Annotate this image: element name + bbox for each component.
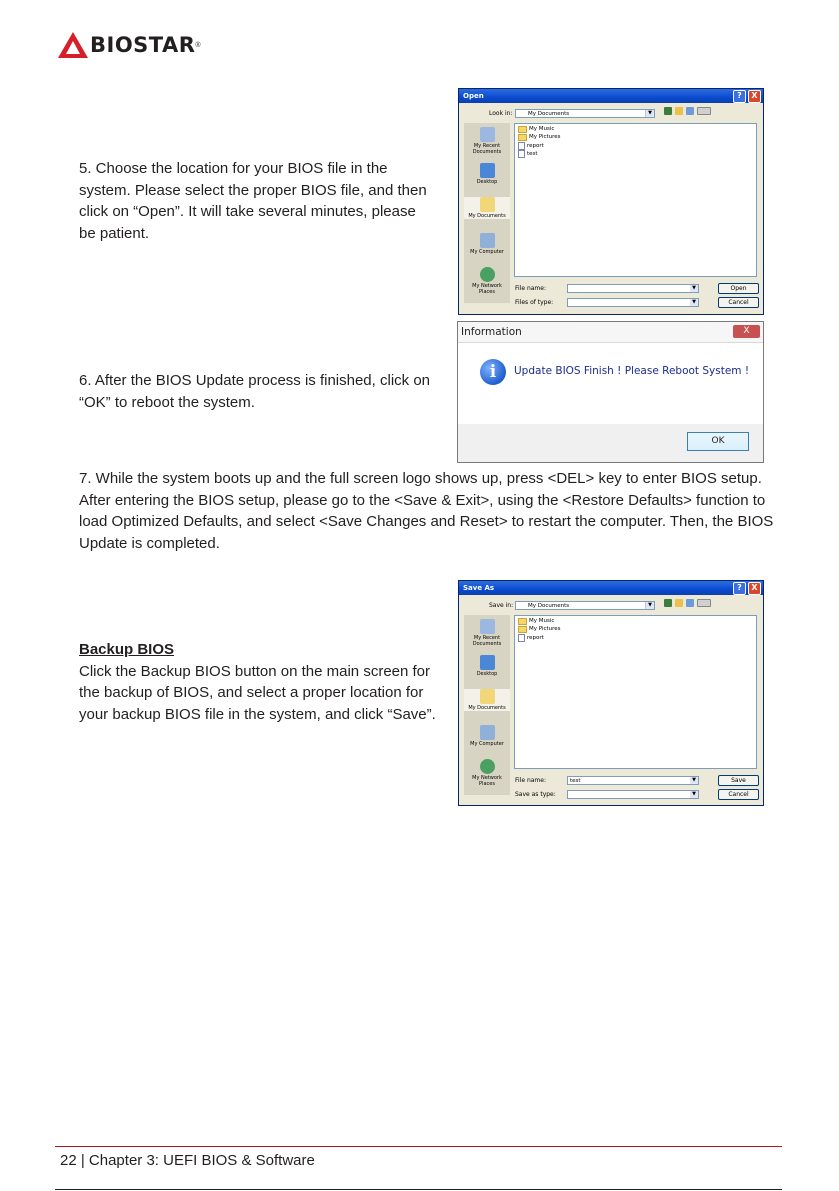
list-item[interactable] (518, 126, 554, 133)
open-dialog (458, 88, 764, 315)
step-7-text (79, 468, 779, 554)
save-button[interactable]: Save (718, 775, 759, 786)
up-folder-icon[interactable] (675, 599, 683, 607)
help-button[interactable]: ? (733, 582, 746, 595)
place-my-documents[interactable] (464, 689, 510, 711)
place-label: Desktop (476, 671, 498, 677)
file-label: report (527, 634, 544, 641)
file-label: My Pictures (529, 134, 561, 140)
footer-text: 22 | Chapter 3: UEFI BIOS & Software (60, 1152, 315, 1169)
file-label: My Music (529, 126, 555, 132)
back-icon[interactable] (664, 107, 672, 115)
close-button[interactable]: X (748, 90, 761, 103)
list-item[interactable] (518, 626, 561, 633)
file-label: My Music (529, 618, 555, 624)
place-my-network-places[interactable] (464, 759, 510, 787)
chevron-down-icon[interactable]: ▼ (645, 602, 654, 609)
place-my-documents[interactable] (464, 197, 510, 219)
step-7-line-1: 7. While the system boots up and the full screen logo shows up, press <DEL> key to enter BIOS setup. (79, 470, 762, 487)
close-button[interactable]: X (748, 582, 761, 595)
file-icon (518, 634, 525, 642)
biostar-emblem-icon (58, 32, 88, 58)
backup-bios-section (79, 639, 439, 725)
place-label: Desktop (476, 179, 498, 185)
file-name-label: File name: (515, 777, 546, 784)
backup-bios-title: Backup BIOS (79, 641, 175, 658)
open-dialog-title: Open (463, 92, 484, 100)
my-computer-icon (480, 725, 495, 740)
file-name-value: test (570, 778, 581, 784)
new-folder-icon[interactable] (686, 599, 694, 607)
my-documents-icon (480, 197, 495, 212)
look-in-label: Look in: (489, 110, 513, 117)
footer-rule (55, 1146, 782, 1147)
list-item[interactable] (518, 134, 561, 141)
file-list[interactable] (514, 615, 757, 769)
save-in-label: Save in: (489, 602, 514, 609)
place-label: My Recent Documents (472, 635, 502, 647)
chevron-down-icon[interactable]: ▼ (690, 299, 698, 306)
folder-icon (518, 126, 527, 133)
place-label: My Network Places (472, 283, 502, 295)
open-button[interactable]: Open (718, 283, 759, 294)
chevron-down-icon[interactable]: ▼ (690, 777, 698, 784)
folder-icon (518, 618, 527, 625)
place-label: My Computer (470, 249, 504, 255)
file-name-input[interactable] (567, 776, 699, 785)
back-icon[interactable] (664, 599, 672, 607)
network-places-icon (480, 759, 495, 774)
file-label: My Pictures (529, 626, 561, 632)
step-7-line-2: After entering the BIOS setup, please go to the <Save & Exit>, using the <Restore Defaults> function to load Optimized Defaults, and select <Save Changes and Reset> to restart the computer. Then, the BIOS Update is completed. (79, 491, 774, 552)
list-item[interactable] (518, 142, 544, 150)
views-menu-icon[interactable] (697, 599, 711, 607)
footer-bottom-rule (55, 1189, 782, 1190)
save-as-dialog-title: Save As (463, 584, 495, 592)
step-6-text: 6. After the BIOS Update process is finished, click on “OK” to reboot the system. (79, 372, 431, 411)
place-label: My Documents (468, 705, 506, 711)
place-label: My Network Places (472, 775, 502, 787)
desktop-icon (480, 163, 495, 178)
info-icon: i (480, 359, 506, 385)
file-icon (518, 150, 525, 158)
look-in-value: My Documents (528, 111, 570, 117)
save-as-dialog (458, 580, 764, 806)
list-item[interactable] (518, 618, 554, 625)
file-name-input[interactable] (567, 284, 699, 293)
file-label: report (527, 142, 544, 149)
place-my-recent-documents[interactable] (464, 127, 510, 155)
new-folder-icon[interactable] (686, 107, 694, 115)
biostar-logo (58, 30, 201, 60)
views-menu-icon[interactable] (697, 107, 711, 115)
place-label: My Documents (468, 213, 506, 219)
file-type-label: Files of type: (515, 299, 554, 306)
information-message: Update BIOS Finish ! Please Reboot System ! (514, 365, 750, 377)
place-my-network-places[interactable] (464, 267, 510, 295)
file-type-select[interactable] (567, 790, 699, 799)
my-documents-icon (480, 689, 495, 704)
step-5-text: 5. Choose the location for your BIOS file in the system. Please select the proper BIOS file, and then click on “Open”. It will take several minutes, please be patient. (79, 160, 427, 242)
folder-icon (518, 134, 527, 141)
backup-bios-text: Click the Backup BIOS button on the main screen for the backup of BIOS, and select a proper location for your backup BIOS file in the system, and click “Save”. (79, 662, 436, 723)
ok-button[interactable]: OK (687, 432, 749, 451)
look-in-select[interactable] (515, 109, 655, 118)
file-label: test (527, 150, 538, 157)
information-dialog (457, 321, 764, 463)
recent-documents-icon (480, 619, 495, 634)
information-dialog-title: Information (461, 326, 522, 338)
file-icon (518, 142, 525, 150)
chevron-down-icon[interactable]: ▼ (690, 285, 698, 292)
save-as-dialog-titlebar[interactable] (459, 581, 763, 595)
chevron-down-icon[interactable]: ▼ (690, 791, 698, 798)
place-desktop[interactable] (464, 163, 510, 185)
place-label: My Computer (470, 741, 504, 747)
file-list[interactable] (514, 123, 757, 277)
save-in-select[interactable] (515, 601, 655, 610)
places-bar (464, 615, 510, 795)
places-bar (464, 123, 510, 303)
file-name-label: File name: (515, 285, 546, 292)
place-desktop[interactable] (464, 655, 510, 677)
place-my-computer[interactable] (464, 233, 510, 255)
cancel-button[interactable]: Cancel (718, 297, 759, 308)
registered-mark: ® (195, 41, 201, 49)
close-button[interactable]: X (733, 325, 760, 338)
recent-documents-icon (480, 127, 495, 142)
file-type-select[interactable] (567, 298, 699, 307)
my-computer-icon (480, 233, 495, 248)
up-folder-icon[interactable] (675, 107, 683, 115)
list-item[interactable] (518, 634, 544, 642)
information-dialog-titlebar[interactable] (458, 322, 763, 343)
desktop-icon (480, 655, 495, 670)
brand-name: BIOSTAR (90, 33, 196, 57)
folder-icon (518, 626, 527, 633)
place-my-recent-documents[interactable] (464, 619, 510, 647)
help-button[interactable]: ? (733, 90, 746, 103)
file-type-label: Save as type: (515, 791, 556, 798)
save-in-value: My Documents (528, 603, 570, 609)
place-my-computer[interactable] (464, 725, 510, 747)
chevron-down-icon[interactable]: ▼ (645, 110, 654, 117)
place-label: My Recent Documents (472, 143, 502, 155)
network-places-icon (480, 267, 495, 282)
list-item[interactable] (518, 150, 538, 158)
open-dialog-titlebar[interactable] (459, 89, 763, 103)
cancel-button[interactable]: Cancel (718, 789, 759, 800)
